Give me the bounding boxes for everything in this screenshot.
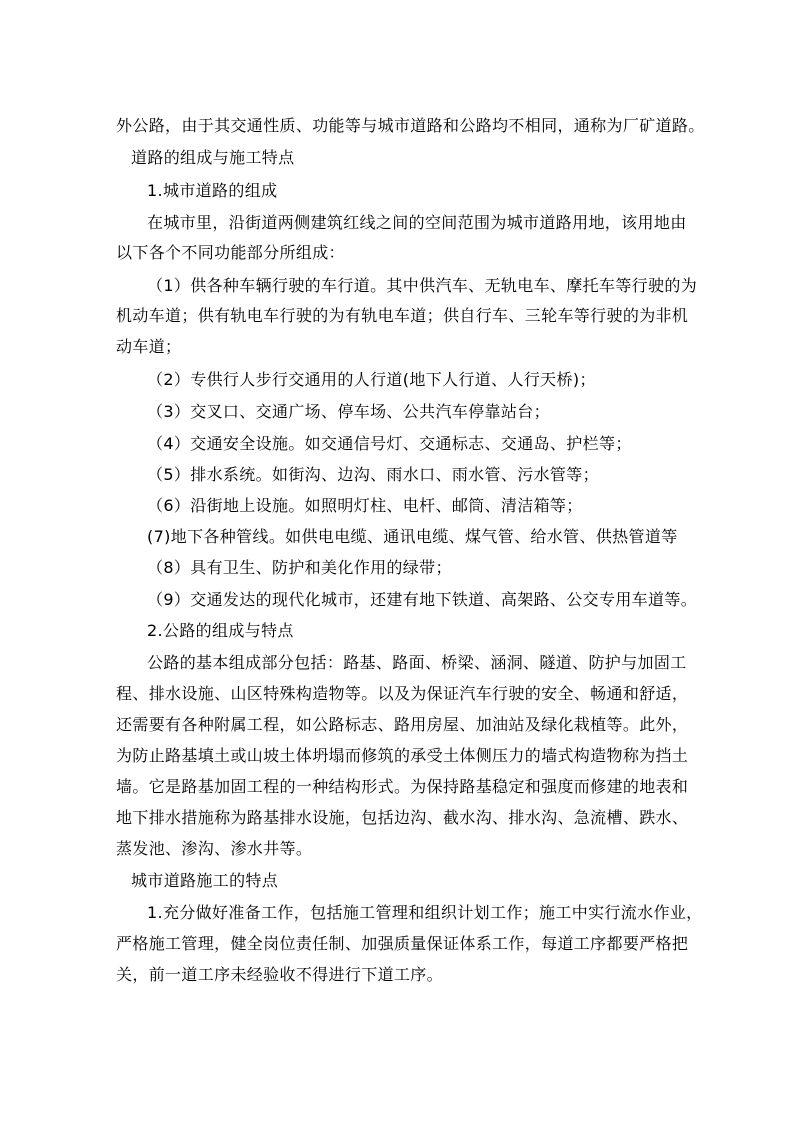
list-item: （9）交通发达的现代化城市，还建有地下铁道、高架路、公交专用车道等。 (147, 590, 698, 609)
list-item: （2）专供行人步行交通用的人行道(地下人行道、人行天桥)； (147, 370, 596, 389)
list-item: （3）交叉口、交通广场、停车场、公共汽车停靠站台； (147, 402, 550, 421)
text-line: 为防止路基填土或山坡土体坍塌而修筑的承受土体侧压力的墙式构造物称为挡土 (116, 746, 689, 765)
list-item: （5）排水系统。如街沟、边沟、雨水口、雨水管、污水管等； (147, 465, 599, 484)
subsection-heading: 1.城市道路的组成 (147, 181, 278, 200)
list-item: （8）具有卫生、防护和美化作用的绿带； (147, 558, 452, 577)
text-line: 关，前一道工序未经验收不得进行下道工序。 (116, 965, 444, 984)
text-line: 严格施工管理，健全岗位责任制、加强质量保证体系工作，每道工序都要严格把 (116, 934, 689, 953)
list-item: （4）交通安全设施。如交通信号灯、交通标志、交通岛、护栏等； (147, 434, 632, 453)
text-line: 公路的基本组成部分包括：路基、路面、桥梁、涵洞、隧道、防护与加固工 (147, 653, 687, 672)
text-line: 地下排水措施称为路基排水设施，包括边沟、截水沟、排水沟、急流槽、跌水、 (116, 808, 689, 827)
text-line: 动车道； (116, 337, 182, 356)
list-item: (7)地下各种管线。如供电电缆、通讯电缆、煤气管、给水管、供热管道等 (147, 527, 678, 546)
section-heading: 城市道路施工的特点 (131, 871, 279, 890)
text-line: 蒸发池、渗沟、渗水井等。 (116, 839, 313, 858)
text-line: 机动车道；供有轨电车行驶的为有轨电车道；供自行车、三轮车等行驶的为非机 (116, 306, 689, 325)
subsection-heading: 2.公路的组成与特点 (147, 621, 294, 640)
text-line: 程、排水设施、山区特殊构造物等。以及为保证汽车行驶的安全、畅通和舒适， (116, 684, 689, 703)
text-line: 在城市里，沿街道两侧建筑红线之间的空间范围为城市道路用地，该用地由 (147, 213, 687, 232)
list-item: （6）沿街地上设施。如照明灯柱、电杆、邮筒、清洁箱等； (147, 496, 583, 515)
section-heading: 道路的组成与施工特点 (131, 148, 295, 167)
text-line: 外公路，由于其交通性质、功能等与城市道路和公路均不相同，通称为厂矿道路。 (116, 116, 705, 135)
text-line: 还需要有各种附属工程，如公路标志、路用房屋、加油站及绿化栽植等。此外， (116, 715, 689, 734)
text-line: 以下各个不同功能部分所组成： (116, 243, 345, 262)
list-item: （1）供各种车辆行驶的车行道。其中供汽车、无轨电车、摩托车等行驶的为 (147, 276, 698, 295)
text-line: 1.充分做好准备工作，包括施工管理和组织计划工作；施工中实行流水作业， (147, 903, 703, 922)
text-line: 墙。它是路基加固工程的一种结构形式。为保持路基稳定和强度而修建的地表和 (116, 777, 689, 796)
